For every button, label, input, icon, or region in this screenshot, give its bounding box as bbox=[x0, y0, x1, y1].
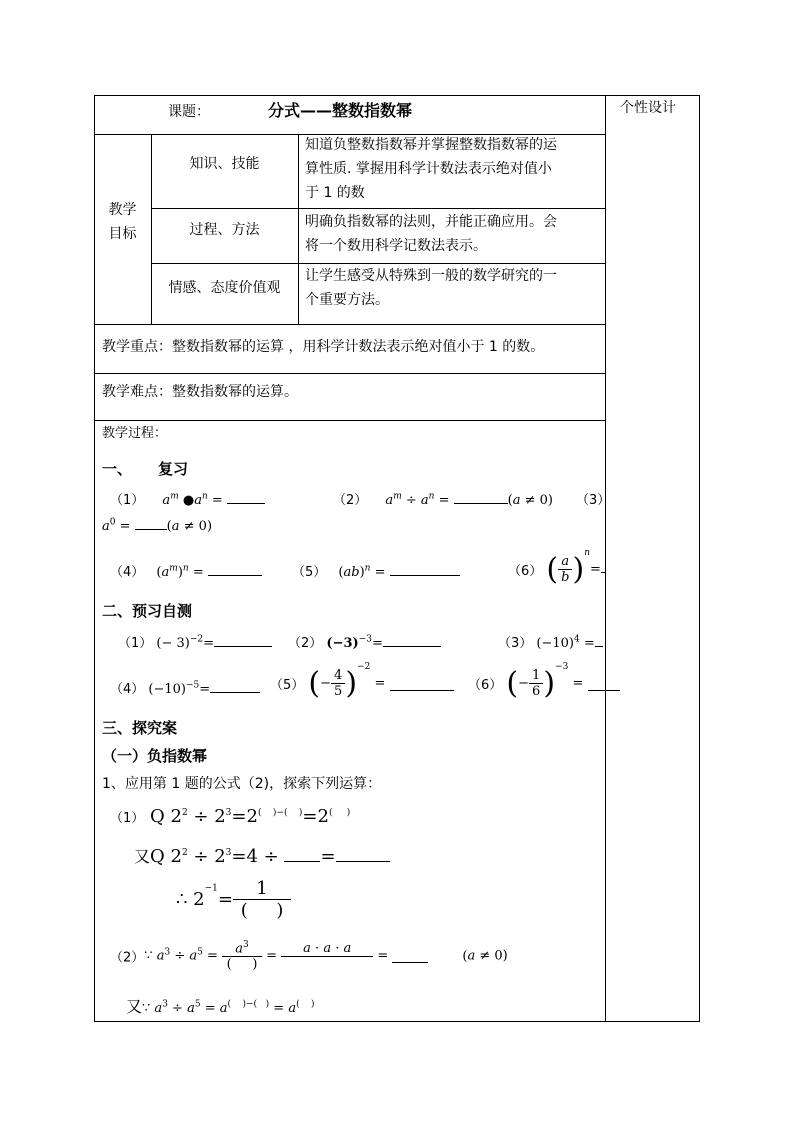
preview-item-6: （6） (− $\frac{1}{6}$ )$^{-3}$ = bbox=[468, 662, 620, 701]
objectives-label: 教学 目标 bbox=[108, 202, 137, 242]
review-item-1: （1） $a^m$ $●a^n$ = bbox=[110, 489, 265, 508]
preview-item-3: （3） $(-10)^4$ = bbox=[498, 632, 603, 651]
review-item-3: （3） bbox=[576, 493, 611, 508]
objective-content-knowledge: 知道负整数指数幂并掌握整数指数幂的运 算性质. 掌握用科学计数法表示绝对值小 于 1 的数 bbox=[305, 137, 557, 201]
key-point: 教学重点：整数指数幂的运算 ，用科学计数法表示绝对值小于 1 的数。 bbox=[102, 339, 545, 355]
preview-item-1: （1） (− 3)$^{-2}$= bbox=[118, 632, 272, 651]
instruction: 1、应用第 1 题的公式（2)，探索下列运算： bbox=[102, 776, 382, 792]
topic-title: 分式——整数指数幂 bbox=[268, 101, 413, 120]
topic-label: 课题： bbox=[168, 104, 210, 120]
review-item-6: （6） ( $\frac{a}{b}$ )$^n$= bbox=[508, 548, 606, 587]
objective-content-process: 明确负指数幂的法则，并能正确应用。会 将一个数用科学记数法表示。 bbox=[305, 214, 557, 254]
process-heading: 教学过程： bbox=[102, 426, 168, 441]
preview-item-5: （5） (− $\frac{4}{5}$ )$^{-2}$ = bbox=[270, 662, 454, 701]
side-column-title: 个性设计 bbox=[620, 100, 676, 116]
review-item-5: （5） (ab)$^n$ = bbox=[292, 561, 460, 580]
difficulty: 教学难点：整数指数幂的运算。 bbox=[102, 384, 298, 400]
section-explore-title: 三、探究案 bbox=[102, 719, 178, 737]
objective-content-attitude: 让学生感受从特殊到一般的数学研究的一 个重要方法。 bbox=[305, 268, 557, 308]
section-preview-title: 二、预习自测 bbox=[102, 602, 193, 620]
explore-item-1-line2: 又Q $2^2 \div 2^3=4$ ÷ = bbox=[134, 844, 390, 867]
explore-item-2: （2）∵ $a^3 \div a^5$ = $\frac{a^3}{( )}$ = a · a · a = (a ≠ 0) bbox=[110, 940, 508, 973]
preview-item-2: （2） $(-3)^{-3}=$ bbox=[288, 632, 441, 651]
preview-item-4: （4） $(-10)^{-5}=$ bbox=[110, 678, 260, 697]
explore-item-1: （1） Q $2^2 \div 2^3=2^{( )-( )}=2^{( )}$ bbox=[110, 806, 351, 827]
section-review-title: 复习 bbox=[158, 460, 189, 478]
objective-category-knowledge: 知识、技能 bbox=[189, 156, 260, 172]
objective-category-attitude: 情感、态度价值观 bbox=[168, 280, 281, 296]
review-item-4: （4） $(a^m)^n$ = bbox=[110, 561, 262, 580]
objective-category-process: 过程、方法 bbox=[189, 222, 260, 238]
review-item-2: （2） $a^m \div a^n = (a \ne 0)$ bbox=[333, 491, 553, 508]
section-review-number: 一、 bbox=[102, 460, 133, 478]
explore-item-1-line3: ∴ $2^{-1}=$ $\frac{1}{( )}$ bbox=[176, 878, 291, 921]
explore-item-2-line2: 又∵ $a^3 \div a^5 = a^{( )-( )} = a^{( )}$ bbox=[126, 997, 315, 1016]
subsection-negative-exponent: （一）负指数幂 bbox=[102, 747, 208, 765]
review-item-3-expr: $a^0 = (a \ne 0)$ bbox=[102, 517, 213, 534]
